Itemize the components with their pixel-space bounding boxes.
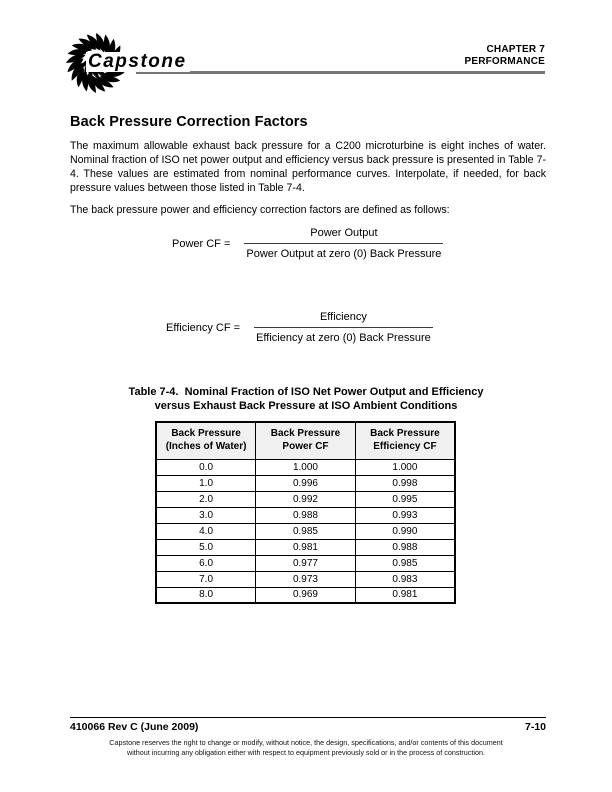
disclaimer-line1: Capstone reserves the right to change or modify, without notice, the design, specifications, and/or contents of this document	[109, 738, 503, 747]
chapter-header	[464, 44, 545, 68]
table-row: 7.0 0.973 0.983	[156, 571, 455, 587]
table-row: 4.0 0.985 0.990	[156, 523, 455, 539]
col-header-back-pressure: Back Pressure (Inches of Water)	[156, 422, 256, 459]
table-caption	[91, 386, 521, 413]
chapter-number: CHAPTER 7	[486, 44, 545, 55]
table-row: 5.0 0.981 0.988	[156, 539, 455, 555]
col-header-efficiency-cf: Back Pressure Efficiency CF	[355, 422, 455, 459]
chapter-title: PERFORMANCE	[464, 56, 545, 67]
intro-paragraph: The maximum allowable exhaust back pressure for a C200 microturbine is eight inches of water. Nominal fraction of ISO net power output and efficiency versus back pressure is presented in Table 7-4. These values are estimated from nominal performance curves. Interpolate, if needed, for back pressure values between those listed in Table 7-4.	[70, 140, 546, 194]
power-cf-label: Power CF =	[172, 237, 231, 250]
back-pressure-table	[155, 421, 456, 604]
footer-disclaimer	[0, 738, 612, 757]
table-row: 2.0 0.992 0.995	[156, 491, 455, 507]
col-header-power-cf: Back Pressure Power CF	[256, 422, 356, 459]
table-header-row	[156, 422, 455, 459]
efficiency-cf-numerator: Efficiency	[254, 311, 433, 328]
table-row: 3.0 0.988 0.993	[156, 507, 455, 523]
footer-row	[70, 721, 546, 733]
disclaimer-line2: without incurring any obligation either with respect to equipment previously sold or in the process of construction.	[127, 747, 485, 757]
table-row: 8.0 0.969 0.981	[156, 587, 455, 603]
section-title: Back Pressure Correction Factors	[70, 114, 308, 130]
table-caption-line1: Table 7-4. Nominal Fraction of ISO Net Power Output and Efficiency	[128, 386, 484, 398]
header-rule	[136, 71, 545, 74]
table-row: 0.0 1.000 1.000	[156, 459, 455, 475]
power-cf-numerator: Power Output	[244, 227, 443, 244]
efficiency-cf-denominator: Efficiency at zero (0) Back Pressure	[256, 332, 431, 344]
logo-wordmark: Capstone	[86, 52, 190, 72]
definition-paragraph: The back pressure power and efficiency correction factors are defined as follows:	[70, 204, 450, 216]
table-row: 6.0 0.977 0.985	[156, 555, 455, 571]
table-caption-line2: versus Exhaust Back Pressure at ISO Ambient Conditions	[154, 399, 458, 412]
page-number: 7-10	[524, 721, 546, 733]
power-cf-denominator: Power Output at zero (0) Back Pressure	[246, 248, 442, 260]
footer-rule	[70, 717, 546, 718]
efficiency-cf-formula	[166, 311, 433, 344]
efficiency-cf-label: Efficiency CF =	[166, 321, 241, 334]
power-cf-formula	[172, 227, 443, 260]
efficiency-cf-fraction	[254, 311, 433, 344]
table-row: 1.0 0.996 0.998	[156, 475, 455, 491]
document-reference: 410066 Rev C (June 2009)	[70, 721, 199, 733]
power-cf-fraction	[244, 227, 443, 260]
